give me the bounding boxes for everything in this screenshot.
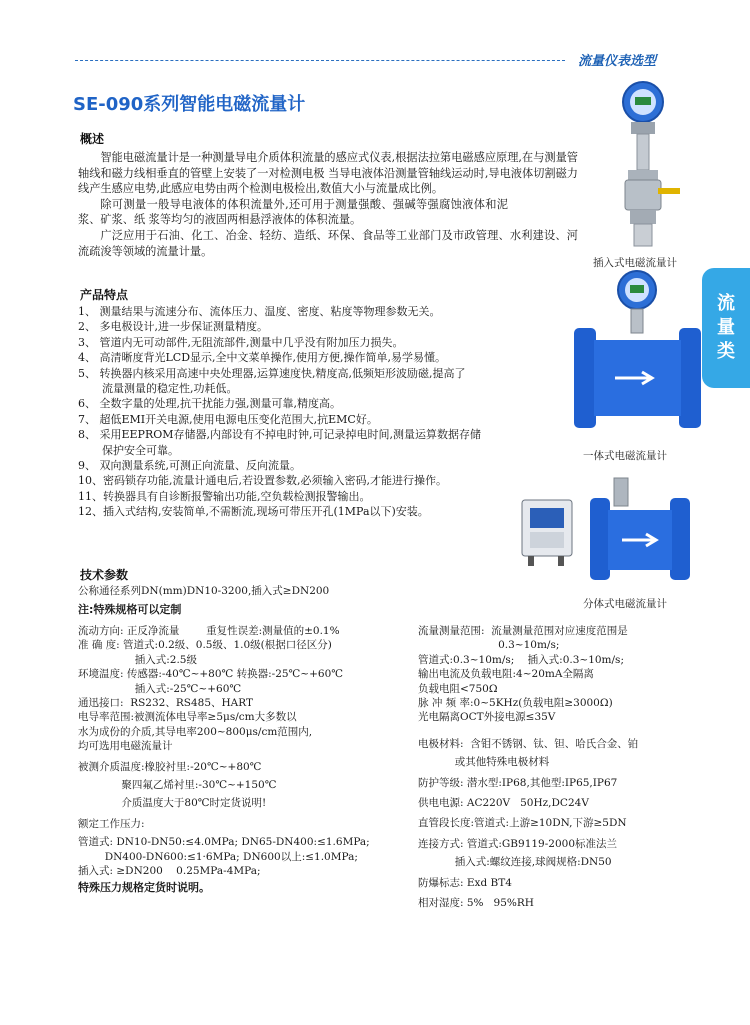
spec-line: 供电电源: AC220V 50Hz,DC24V	[418, 797, 589, 810]
spec-line: DN400-DN600:≤1·6MPa; DN600以上:≤1.0MPa;	[78, 850, 358, 863]
side-tab-char: 流	[717, 293, 735, 314]
page-title: SE-090系列智能电磁流量计	[73, 94, 306, 115]
spec-line: 介质温度大于80℃时定货说明!	[78, 797, 267, 810]
overview-text	[78, 150, 578, 259]
spec-line: 直管段长度:管道式:上游≥10DN,下游≥5DN	[418, 817, 627, 830]
insert-flowmeter-image	[598, 80, 688, 250]
spec-line: 电导率范围:被测流体电导率≥5μs/cm大多数以	[78, 711, 297, 724]
overview-paragraph: 广泛应用于石油、化工、冶金、轻纺、造纸、环保、食品等工业部门及市政管理、水利建设、河流疏浚等领域的流量计量。	[78, 228, 578, 258]
spec-line: 被测介质温度:橡胶衬里:-20℃~+80℃	[78, 760, 262, 773]
feature-item: 8、 采用EEPROM存储器,内部设有不掉电时钟,可记录掉电时间,测量运算数据存储保护安全可靠。	[78, 428, 482, 457]
feature-item: 6、 全数字量的处理,抗干扰能力强,测量可靠,精度高。	[78, 397, 341, 411]
tech-left-column	[78, 624, 418, 895]
integrated-flowmeter-image	[570, 268, 705, 438]
insert-caption: 插入式电磁流量计	[593, 257, 677, 269]
spec-line: 输出电流及负载电阻:4~20mA全隔离	[418, 668, 594, 681]
side-category-tab	[702, 268, 750, 388]
feature-item: 3、 管道内无可动部件,无阻流部件,测量中几乎没有附加压力损失。	[78, 335, 404, 349]
overview-heading: 概述	[80, 132, 105, 146]
feature-item: 11、转换器具有自诊断报警输出功能,空负载检测报警输出。	[78, 489, 371, 503]
spec-line: 流动方向: 正反净流量 重复性误差:测量值的±0.1%	[78, 625, 340, 637]
spec-line: 连接方式: 管道式:GB9119-2000标准法兰	[418, 837, 618, 850]
spec-line: 插入式:螺纹连接,球阀规格:DN50	[418, 856, 612, 869]
spec-line: 插入式: ≥DN200 0.25MPa-4MPa;	[78, 865, 261, 878]
spec-line: 管道式:0.3~10m/s; 插入式:0.3~10m/s;	[418, 653, 624, 666]
feature-item: 4、 高清晰度背光LCD显示,全中文菜单操作,使用方便,操作简单,易学易懂。	[78, 351, 447, 365]
spec-line: 均可选用电磁流量计	[78, 740, 173, 753]
spec-line: 或其他特殊电极材料	[418, 756, 550, 769]
spec-line: 管道式: DN10-DN50:≤4.0MPa; DN65-DN400:≤1.6MPa;	[78, 836, 370, 849]
spec-line: 防爆标志: Exd BT4	[418, 876, 512, 889]
tech-right-column	[418, 624, 698, 911]
feature-item: 1、 测量结果与流速分布、流体压力、温度、密度、粘度等物理参数无关。	[78, 305, 441, 318]
category-label: 流量仪表选型	[578, 54, 657, 69]
feature-item: 12、插入式结构,安装简单,不需断流,现场可带压开孔(1MPa以下)安装。	[78, 505, 429, 519]
overview-paragraph: 智能电磁流量计是一种测量导电介质体积流量的感应式仪表,根据法拉第电磁感应原理,在与测量管轴线和磁力线相垂直的管壁上安装了一对检测电极 当导电液体沿测量管轴线运动时,导电液体切割磁力线产生感应电势,此感应电势由两个检测电极检出,数值大小与流量成比例。	[78, 151, 578, 196]
features-list	[78, 304, 533, 520]
spec-line: 插入式:2.5级	[78, 653, 197, 666]
spec-line: 防护等级: 潜水型:IP68,其他型:IP65,IP67	[418, 776, 618, 789]
spec-line: 水为成份的介质,其导电率200~800μs/cm范围内,	[78, 725, 313, 738]
nominal-diameter: 公称通径系列DN(mm)DN10-3200,插入式≥DN200	[78, 585, 330, 597]
spec-line: 脉 冲 频 率:0~5KHz(负载电阻≥3000Ω)	[418, 697, 613, 710]
features-heading: 产品特点	[80, 288, 129, 302]
tech-heading: 技术参数	[80, 568, 129, 582]
side-tab-char: 量	[717, 317, 735, 338]
feature-item: 5、 转换器内核采用高速中央处理器,运算速度快,精度高,低频矩形波励磁,提高了流量测量的稳定性,功耗低。	[78, 366, 466, 396]
spec-line: 电极材料: 含钼不锈钢、钛、钽、哈氏合金、铂	[418, 737, 639, 750]
spec-line: 通迅接口: RS232、RS485、HART	[78, 697, 253, 710]
spec-line: 相对湿度: 5% 95%RH	[418, 897, 534, 910]
spec-line: 额定工作压力:	[78, 817, 145, 830]
spec-line: 0.3~10m/s;	[418, 639, 560, 652]
split-caption: 分体式电磁流量计	[583, 598, 667, 610]
spec-line: 聚四氟乙烯衬里:-30℃~+150℃	[78, 779, 277, 792]
feature-item: 9、 双向测量系统,可测正向流量、反向流量。	[78, 459, 301, 473]
spec-line: 准 确 度: 管道式:0.2级、0.5级、1.0级(根据口径区分)	[78, 639, 332, 652]
side-tab-char: 类	[717, 341, 735, 362]
spec-line: 负载电阻<750Ω	[418, 682, 498, 695]
overview-paragraph: 除可测量一般导电液体的体积流量外,还可用于测量强酸、强碱等强腐蚀液体和泥浆、矿浆、纸 浆等均匀的液固两相悬浮液体的体积流量。	[78, 197, 508, 227]
feature-item: 2、 多电极设计,进一步保证测量精度。	[78, 320, 268, 334]
feature-item: 7、 超低EMI开关电源,使用电源电压变化范围大,抗EMC好。	[78, 412, 378, 426]
custom-note: 注:特殊规格可以定制	[78, 603, 182, 616]
pressure-note: 特殊压力规格定货时说明。	[78, 880, 210, 894]
feature-item: 10、密码锁存功能,流量计通电后,若设置参数,必须输入密码,才能进行操作。	[78, 474, 447, 488]
spec-line: 环境温度: 传感器:-40℃~+80℃ 转换器:-25℃~+60℃	[78, 668, 344, 681]
spec-line: 插入式:-25℃~+60℃	[78, 682, 242, 695]
integrated-caption: 一体式电磁流量计	[583, 450, 667, 462]
header-rule	[75, 60, 565, 61]
spec-line: 流量测量范围: 流量测量范围对应速度范围是	[418, 625, 628, 637]
split-flowmeter-image	[518, 470, 698, 585]
spec-line: 光电隔离OCT外接电源≤35V	[418, 711, 556, 724]
